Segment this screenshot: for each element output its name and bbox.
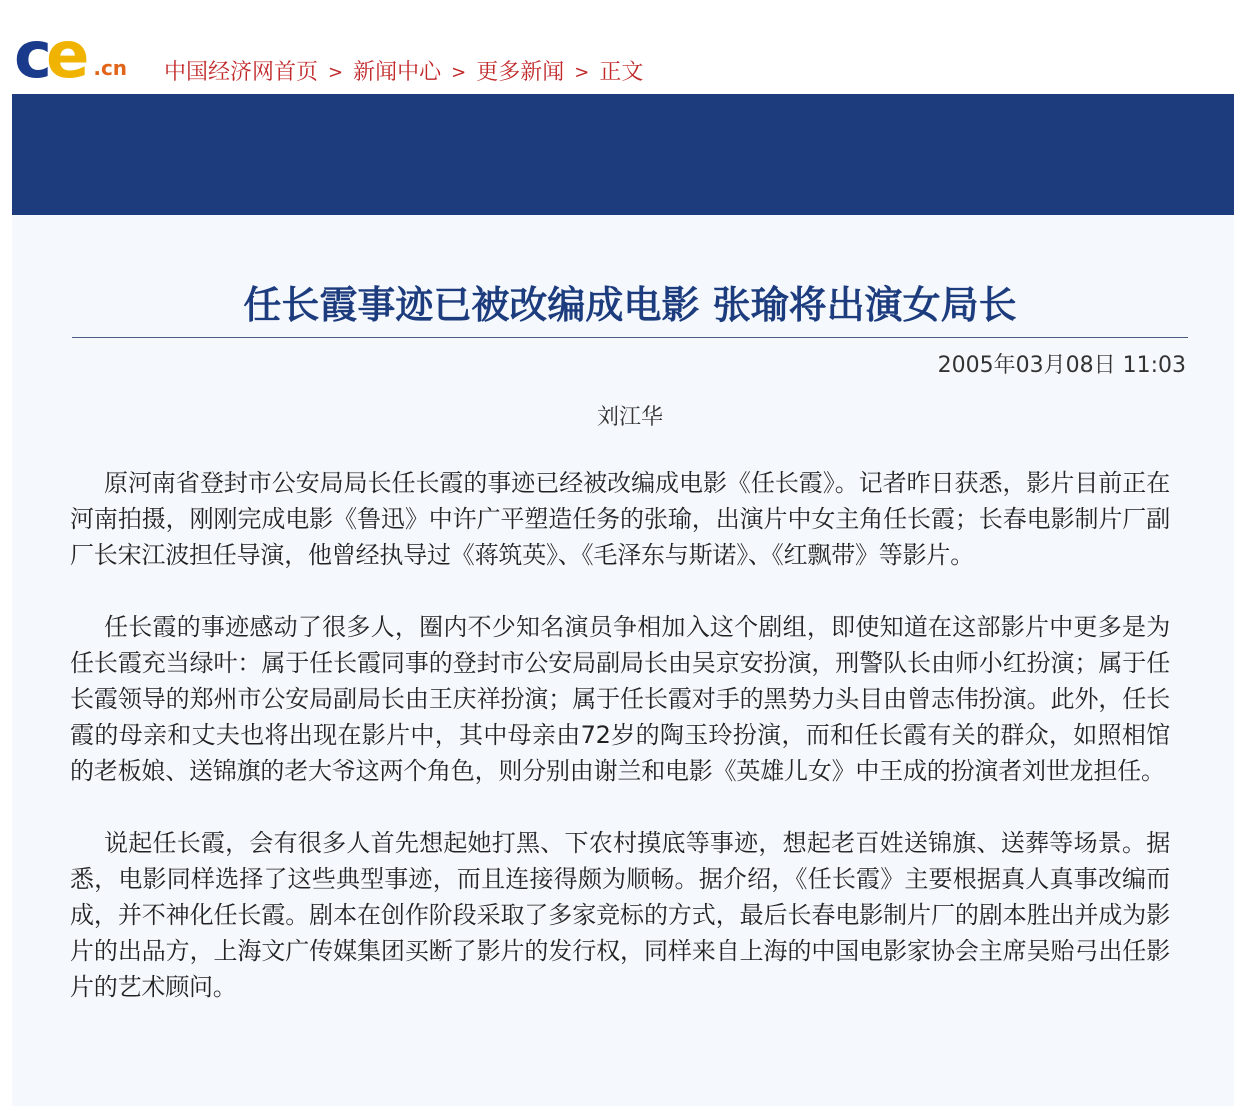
article-author: 刘江华 — [596, 405, 663, 430]
breadcrumb-separator: > — [574, 62, 590, 83]
article-datetime: 2005年03月08日 11:03 — [937, 353, 1186, 378]
logo-letter-e: e — [45, 19, 84, 93]
site-logo[interactable] — [14, 19, 128, 93]
logo-letter-c: c — [14, 19, 46, 93]
site-header — [0, 0, 1234, 94]
article-body — [70, 465, 1170, 1041]
article-title: 任长霞事迹已被改编成电影 张瑜将出演女局长 — [243, 283, 1017, 327]
article-paragraph: 说起任长霞，会有很多人首先想起她打黑、下农村摸底等事迹，想起老百姓送锦旗、送葬等场景。据悉，电影同样选择了这些典型事迹，而且连接得颇为顺畅。据介绍，《任长霞》主要根据真人真事改编而成，并不神化任长霞。剧本在创作阶段采取了多家竞标的方式，最后长春电影制片厂的剧本胜出并成为影片的出品方，上海文广传媒集团买断了影片的发行权，同样来自上海的中国电影家协会主席吴贻弓出任影片的艺术顾问。 — [70, 829, 1170, 1001]
logo-mark — [14, 19, 84, 93]
header-banner — [12, 94, 1234, 215]
breadcrumb-current-page-link[interactable]: 正文 — [599, 60, 644, 85]
breadcrumb-separator: > — [328, 62, 344, 83]
breadcrumb-news-center-link[interactable]: 新闻中心 — [353, 60, 442, 85]
title-divider — [72, 337, 1188, 338]
breadcrumb-home-link[interactable]: 中国经济网首页 — [164, 60, 319, 85]
breadcrumb — [164, 58, 643, 88]
breadcrumb-more-news-link[interactable]: 更多新闻 — [476, 60, 565, 85]
article-container — [12, 215, 1234, 1106]
logo-suffix: .cn — [93, 56, 128, 80]
breadcrumb-separator: > — [451, 62, 467, 83]
article-paragraph: 原河南省登封市公安局局长任长霞的事迹已经被改编成电影《任长霞》。记者昨日获悉，影片目前正在河南拍摄，刚刚完成电影《鲁迅》中许广平塑造任务的张瑜，出演片中女主角任长霞；长春电影制片厂副厂长宋江波担任导演，他曾经执导过《蒋筑英》、《毛泽东与斯诺》、《红飘带》等影片。 — [70, 469, 1170, 569]
article-paragraph: 任长霞的事迹感动了很多人，圈内不少知名演员争相加入这个剧组，即使知道在这部影片中更多是为任长霞充当绿叶：属于任长霞同事的登封市公安局副局长由吴京安扮演，刑警队长由师小红扮演；属于任长霞领导的郑州市公安局副局长由王庆祥扮演；属于任长霞对手的黑势力头目由曾志伟扮演。此外，任长霞的母亲和丈夫也将出现在影片中，其中母亲由72岁的陶玉玲扮演，而和任长霞有关的群众，如照相馆的老板娘、送锦旗的老大爷这两个角色，则分别由谢兰和电影《英雄儿女》中王成的扮演者刘世龙担任。 — [70, 613, 1170, 785]
